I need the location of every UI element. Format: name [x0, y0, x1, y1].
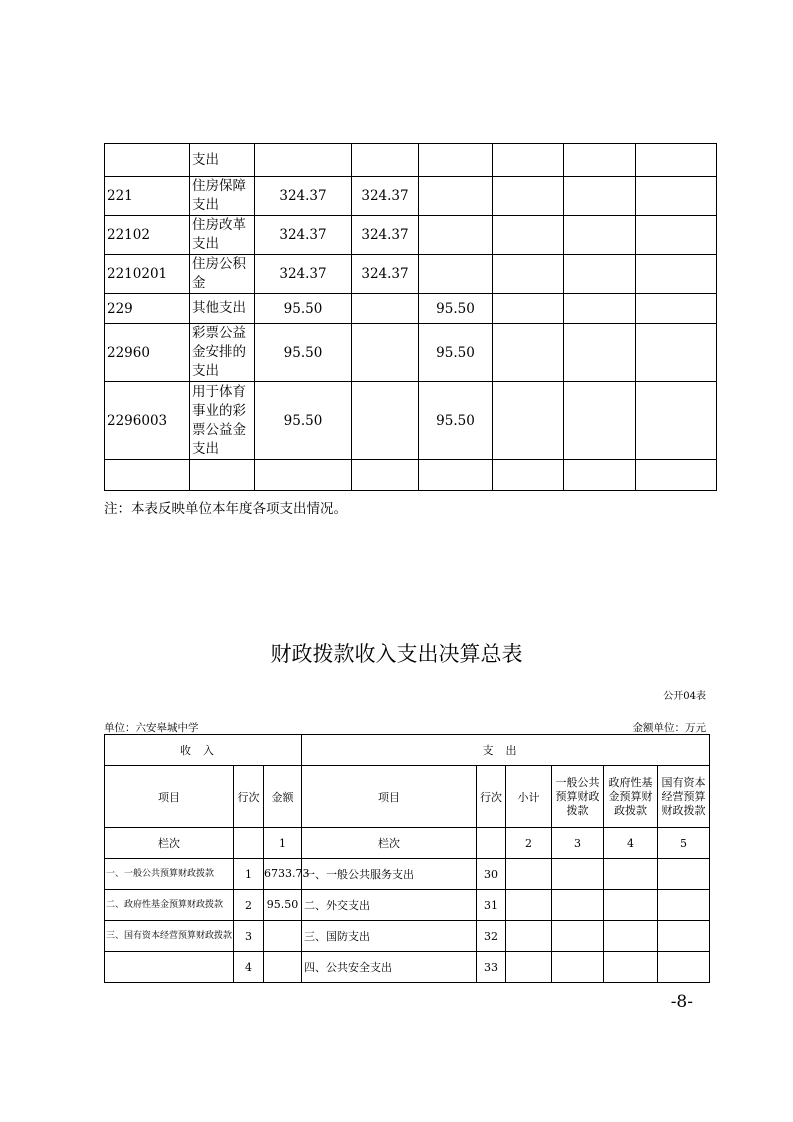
colnum-label: 栏次 — [105, 828, 234, 859]
row-col7 — [636, 324, 717, 382]
income-item: 一、一般公共预算财政拨款 — [105, 859, 234, 890]
expense-line: 32 — [477, 921, 506, 952]
table-row — [105, 144, 717, 177]
colnum-subtotal: 2 — [506, 828, 552, 859]
table-row — [105, 859, 710, 890]
row-project: 95.50 — [419, 294, 493, 324]
row-col5 — [493, 255, 564, 294]
income-amount — [264, 952, 302, 983]
row-col5 — [493, 460, 564, 491]
row-total — [255, 144, 352, 177]
expense-state-capital — [658, 890, 710, 921]
row-col5 — [493, 382, 564, 460]
expense-gov-fund — [604, 921, 658, 952]
col-gov-fund: 政府性基金预算财政拨款 — [604, 766, 658, 828]
expense-subtotal — [506, 952, 552, 983]
row-code: 22102 — [105, 216, 190, 255]
row-total: 95.50 — [255, 324, 352, 382]
expense-state-capital — [658, 921, 710, 952]
expense-gov-fund — [604, 890, 658, 921]
colnum-label-right: 栏次 — [302, 828, 477, 859]
table-row — [105, 216, 717, 255]
row-col6 — [564, 324, 636, 382]
col-line: 行次 — [234, 766, 264, 828]
row-name: 住房保障支出 — [190, 177, 255, 216]
row-code — [105, 144, 190, 177]
income-item — [105, 952, 234, 983]
row-total: 324.37 — [255, 177, 352, 216]
expense-general — [552, 921, 604, 952]
expense-general — [552, 952, 604, 983]
row-basic: 324.37 — [352, 255, 419, 294]
expense-item: 二、外交支出 — [302, 890, 477, 921]
expense-item: 一、一般公共服务支出 — [302, 859, 477, 890]
row-col6 — [564, 177, 636, 216]
table-row — [105, 294, 717, 324]
col-line-right: 行次 — [477, 766, 506, 828]
col-state-capital: 国有资本经营预算财政拨款 — [658, 766, 710, 828]
income-amount: 95.50 — [264, 890, 302, 921]
row-col7 — [636, 216, 717, 255]
row-code: 221 — [105, 177, 190, 216]
row-total: 95.50 — [255, 294, 352, 324]
colnum-empty — [234, 828, 264, 859]
expense-line: 33 — [477, 952, 506, 983]
row-col5 — [493, 324, 564, 382]
row-col6 — [564, 255, 636, 294]
unit-label: 单位：六安皋城中学 — [104, 722, 199, 734]
income-amount: 6733.73 — [264, 859, 302, 890]
colnum-empty-right — [477, 828, 506, 859]
row-project: 95.50 — [419, 324, 493, 382]
income-header: 收入 — [105, 735, 302, 766]
income-amount — [264, 921, 302, 952]
row-project — [419, 216, 493, 255]
row-project — [419, 144, 493, 177]
row-name: 彩票公益金安排的支出 — [190, 324, 255, 382]
row-col7 — [636, 294, 717, 324]
row-basic — [352, 460, 419, 491]
table-note: 注：本表反映单位本年度各项支出情况。 — [104, 501, 347, 517]
expense-subtotal — [506, 859, 552, 890]
report-title: 财政拨款收入支出决算总表 — [270, 642, 523, 666]
table-row — [105, 382, 717, 460]
table-row — [105, 890, 710, 921]
income-line: 3 — [234, 921, 264, 952]
row-name: 住房公积金 — [190, 255, 255, 294]
expense-item: 三、国防支出 — [302, 921, 477, 952]
colnum-gov-fund: 4 — [604, 828, 658, 859]
col-subtotal: 小计 — [506, 766, 552, 828]
row-basic — [352, 382, 419, 460]
expenditure-table — [104, 143, 717, 491]
row-name: 用于体育事业的彩票公益金支出 — [190, 382, 255, 460]
row-col7 — [636, 144, 717, 177]
row-col6 — [564, 144, 636, 177]
row-col5 — [493, 144, 564, 177]
expense-line: 31 — [477, 890, 506, 921]
row-code: 229 — [105, 294, 190, 324]
income-item: 三、国有资本经营预算财政拨款 — [105, 921, 234, 952]
expense-state-capital — [658, 952, 710, 983]
row-basic — [352, 144, 419, 177]
fiscal-summary-table — [104, 734, 710, 983]
row-col5 — [493, 216, 564, 255]
expense-state-capital — [658, 859, 710, 890]
row-total — [255, 460, 352, 491]
table-row — [105, 255, 717, 294]
row-project: 95.50 — [419, 382, 493, 460]
row-col6 — [564, 294, 636, 324]
row-project — [419, 255, 493, 294]
col-item: 项目 — [105, 766, 234, 828]
row-total: 324.37 — [255, 216, 352, 255]
income-line: 4 — [234, 952, 264, 983]
row-code: 2210201 — [105, 255, 190, 294]
row-col6 — [564, 216, 636, 255]
row-total: 324.37 — [255, 255, 352, 294]
row-basic — [352, 324, 419, 382]
row-col7 — [636, 382, 717, 460]
row-basic: 324.37 — [352, 216, 419, 255]
row-col7 — [636, 460, 717, 491]
row-col7 — [636, 177, 717, 216]
amount-unit-label: 金额单位：万元 — [632, 722, 706, 734]
row-col6 — [564, 460, 636, 491]
colnum-general: 3 — [552, 828, 604, 859]
row-code — [105, 460, 190, 491]
col-amount: 金额 — [264, 766, 302, 828]
row-col7 — [636, 255, 717, 294]
row-project — [419, 460, 493, 491]
colnum-amount: 1 — [264, 828, 302, 859]
col-general-budget: 一般公共预算财政拨款 — [552, 766, 604, 828]
row-col5 — [493, 294, 564, 324]
expense-subtotal — [506, 890, 552, 921]
row-name: 支出 — [190, 144, 255, 177]
table-row — [105, 921, 710, 952]
row-col5 — [493, 177, 564, 216]
col-item-right: 项目 — [302, 766, 477, 828]
row-basic — [352, 294, 419, 324]
row-basic: 324.37 — [352, 177, 419, 216]
expense-general — [552, 890, 604, 921]
expense-gov-fund — [604, 952, 658, 983]
expense-gov-fund — [604, 859, 658, 890]
income-item: 二、政府性基金预算财政拨款 — [105, 890, 234, 921]
table-row — [105, 324, 717, 382]
income-line: 1 — [234, 859, 264, 890]
expense-header: 支出 — [302, 735, 710, 766]
page-number: -8- — [670, 992, 693, 1012]
row-total: 95.50 — [255, 382, 352, 460]
expense-item: 四、公共安全支出 — [302, 952, 477, 983]
table-row — [105, 177, 717, 216]
expense-line: 30 — [477, 859, 506, 890]
expense-subtotal — [506, 921, 552, 952]
row-name: 住房改革支出 — [190, 216, 255, 255]
form-number: 公开04表 — [663, 691, 706, 702]
income-line: 2 — [234, 890, 264, 921]
row-name — [190, 460, 255, 491]
expense-general — [552, 859, 604, 890]
row-code: 2296003 — [105, 382, 190, 460]
row-col6 — [564, 382, 636, 460]
row-code: 22960 — [105, 324, 190, 382]
colnum-state-capital: 5 — [658, 828, 710, 859]
table-row — [105, 952, 710, 983]
row-name: 其他支出 — [190, 294, 255, 324]
table-row — [105, 460, 717, 491]
row-project — [419, 177, 493, 216]
